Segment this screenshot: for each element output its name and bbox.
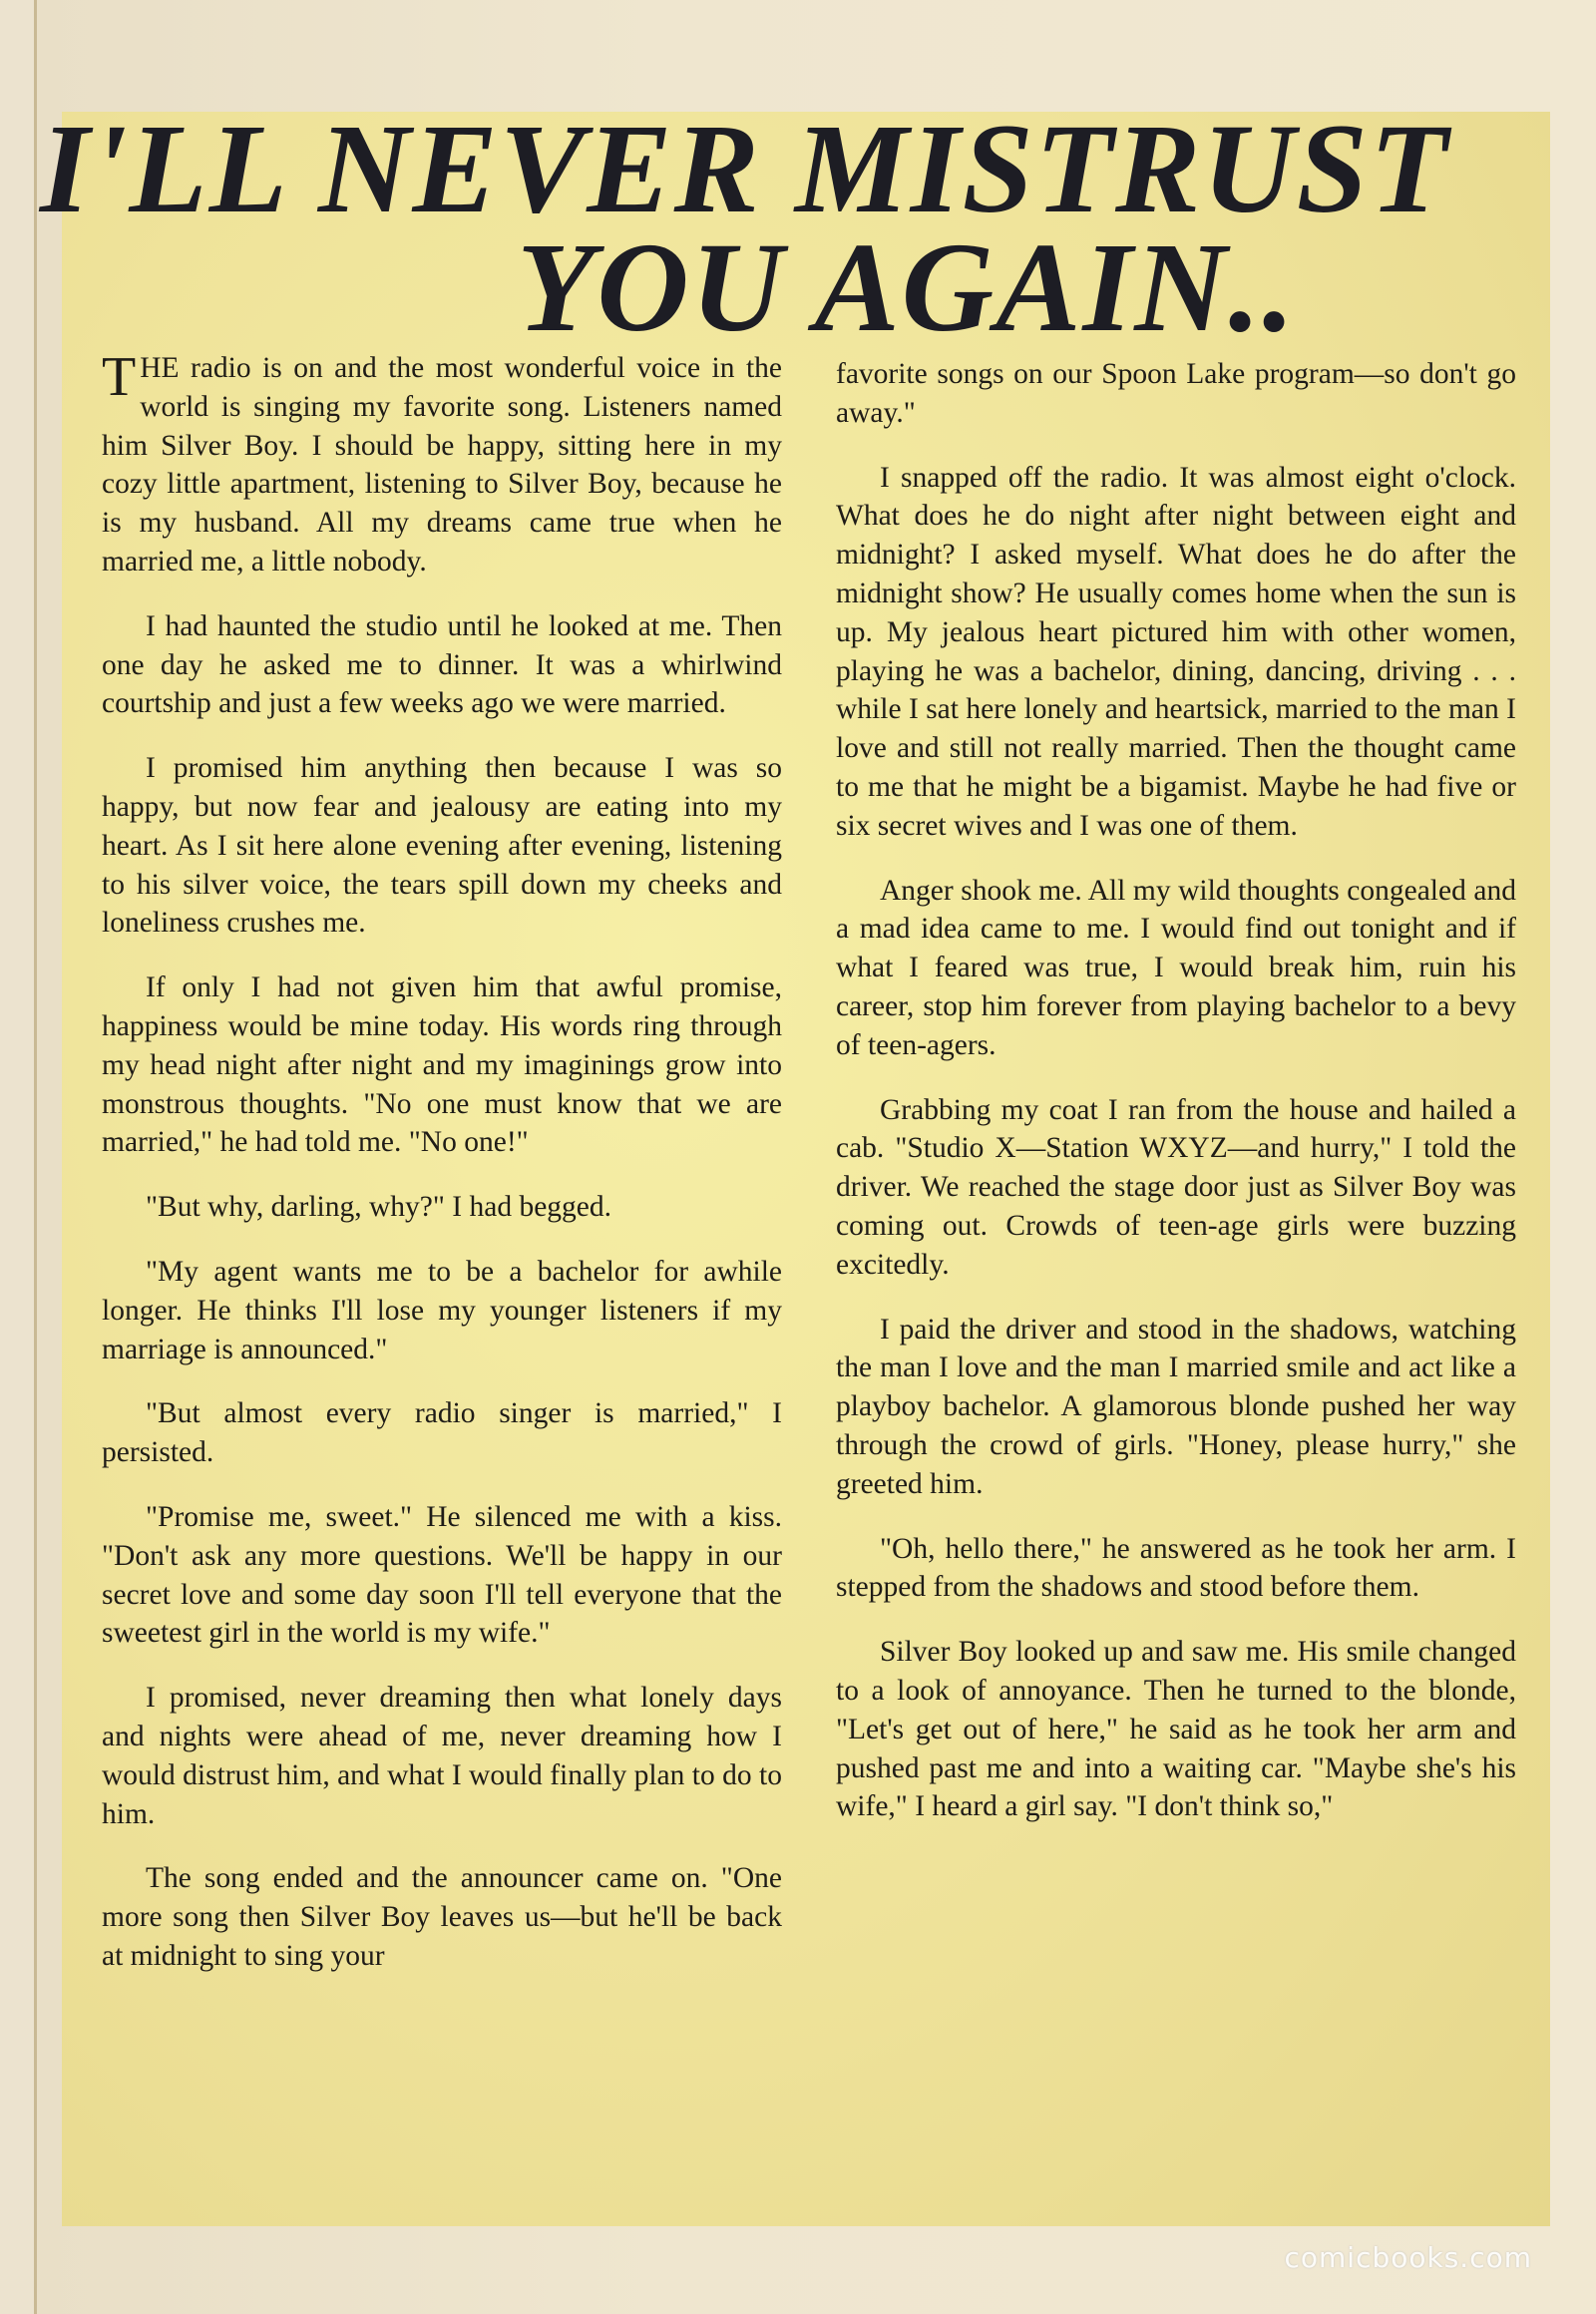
paragraph: I promised, never dreaming then what lonely days and nights were ahead of me, never dreaming how I would distrust him, and what I would finally plan to do to him. [102, 1682, 782, 1830]
paragraph: Silver Boy looked up and saw me. His smile changed to a look of annoyance. Then he turned to the blonde, "Let's get out of here," he said as he took her arm and pushed past me and into a waiting car. "Maybe she's his wife," I heard a girl say. "I don't think so," [836, 1636, 1516, 1823]
paragraph: I snapped off the radio. It was almost eight o'clock. What does he do night after night between eight and midnight? I asked myself. What does he do after the midnight show? He usually comes home when the sun is up. My jealous heart pictured him with other women, playing he was a bachelor, dining, dancing, driving . . . while I sat here lonely and heartsick, married to the man I love and still not really married. Then the thought came to me that he might be a bigamist. Maybe he had five or six secret wives and I was one of them. [836, 461, 1516, 842]
paragraph: I promised him anything then because I was so happy, but now fear and jealousy are eating into my heart. As I sit here alone evening after evening, listening to his silver voice, the tears spill down my cheeks and loneliness crushes me. [102, 752, 782, 940]
title-line-2: YOU AGAIN.. [517, 216, 1297, 358]
paragraph: "Promise me, sweet." He silenced me with a kiss. "Don't ask any more questions. We'll be happy in our secret love and some day soon I'll tell everyone that the sweetest girl in the world is my wife." [102, 1500, 782, 1650]
left-column [102, 346, 782, 2002]
continued-paragraph: favorite songs on our Spoon Lake program—so don't go away." [836, 358, 1516, 429]
paragraph: If only I had not given him that awful promise, happiness would be mine today. His words ring through my head night after night and my imaginings grow into monstrous thoughts. "No one must know that we are married," he had told me. "No one!" [102, 971, 782, 1159]
paragraph: I paid the driver and stood in the shadows, watching the man I love and the man I married smile and act like a playboy bachelor. A glamorous blonde pushed her way through the crowd of girls. "Honey, please hurry," she greeted him. [836, 1313, 1516, 1500]
paragraph: "My agent wants me to be a bachelor for awhile longer. He thinks I'll lose my younger listeners if my marriage is announced." [102, 1255, 782, 1365]
paragraph: "But almost every radio singer is married," I persisted. [102, 1397, 782, 1469]
paragraph: I had haunted the studio until he looked at me. Then one day he asked me to dinner. It was a whirlwind courtship and just a few weeks ago we were married. [102, 609, 782, 720]
paragraph: Anger shook me. All my wild thoughts congealed and a mad idea came to me. I would find out tonight and if what I feared was true, I would break him, ruin his career, stop him forever from playing bachelor to a bevy of teen-agers. [836, 874, 1516, 1061]
story-title [40, 98, 1536, 358]
paragraph: "But why, darling, why?" I had begged. [146, 1191, 612, 1224]
paragraph: Grabbing my coat I ran from the house and hailed a cab. "Studio X—Station WXYZ—and hurry," I told the driver. We reached the stage door just as Silver Boy was coming out. Crowds of teen-age girls were buzzing excitedly. [836, 1093, 1516, 1281]
paragraph: "Oh, hello there," he answered as he took her arm. I stepped from the shadows and stood before them. [836, 1532, 1516, 1604]
drop-cap: T [102, 346, 137, 408]
opening-text: HE radio is on and the most wonderful voice in the world is singing my favorite song. Listeners named him Silver Boy. I should be happy, sitting here in my cozy little apartment, listening to Silver Boy, because he is my husband. All my dreams came true when he married me, a little nobody. [102, 352, 782, 578]
site-watermark: comicbooks.com [1284, 2241, 1532, 2274]
right-column [836, 355, 1516, 1852]
title-line-1: I'LL NEVER MISTRUST [40, 98, 1450, 239]
paragraph: The song ended and the announcer came on. "One more song then Silver Boy leaves us—but he'll be back at midnight to sing your [102, 1862, 782, 1972]
opening-paragraph [102, 346, 782, 581]
